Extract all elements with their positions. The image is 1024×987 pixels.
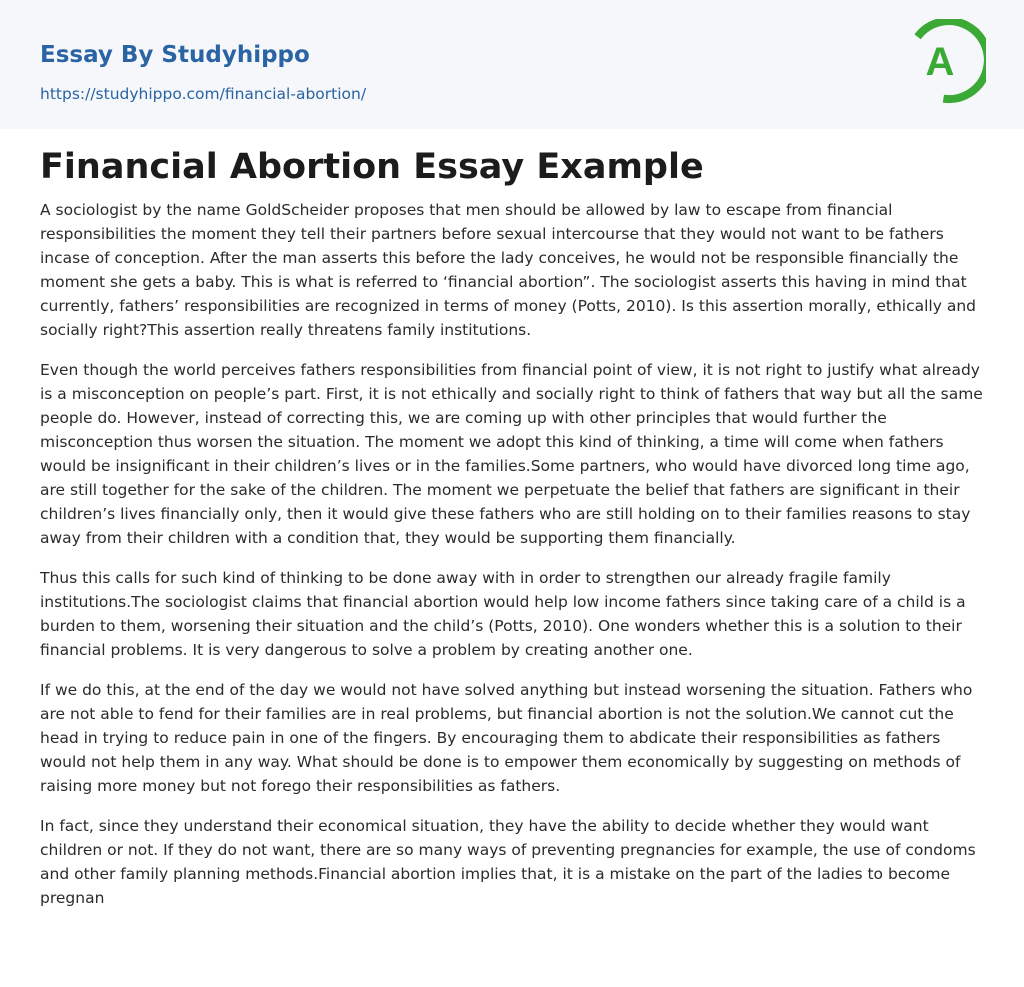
essay-paragraph: Thus this calls for such kind of thinking to be done away with in order to strengthen our already fragile family institutions.The sociologist claims that financial abortion would help low income fathers since taking care of a child is a burden to them, worsening their situation and the child’s (Potts, 2010). One wonders whether this is a solution to their financial problems. It is very dangerous to solve a problem by creating another one. <box>40 569 966 659</box>
page-title: Financial Abortion Essay Example <box>40 147 704 187</box>
essay-paragraph: Even though the world perceives fathers responsibilities from financial point of view, it is not right to justify what already is a misconception on people’s part. First, it is not ethically and socially right to think of fathers that way but all the same people do. However, instead of correcting this, we are coming up with other principles that would further the misconception thus worsen the situation. The moment we adopt this kind of thinking, a time will come when fathers would be insignificant in their children’s lives or in the families.Some partners, who would have divorced long time ago, are still together for the sake of the children. The moment we perpetuate the belief that fathers are significant in their children’s lives financially only, then it would give these fathers who are still holding on to their families reasons to stay away from their children with a condition that, they would be supporting them financially. <box>40 361 983 547</box>
essay-paragraph: In fact, since they understand their economical situation, they have the ability to decide whether they would want children or not. If they do not want, there are so many ways of preventing pregnancies for example, the use of condoms and other family planning methods.Financial abortion implies that, it is a mistake on the part of the ladies to become pregnan <box>40 817 976 907</box>
site-header <box>0 0 1024 129</box>
essay-paragraph: A sociologist by the name GoldScheider proposes that men should be allowed by law to escape from financial responsibilities the moment they tell their partners before sexual intercourse that they would not want to be fathers incase of conception. After the man asserts this before the lady conceives, he would not be responsible financially the moment she gets a baby. This is what is referred to ‘financial abortion”. The sociologist asserts this having in mind that currently, fathers’ responsibilities are recognized in terms of money (Potts, 2010). Is this assertion morally, ethically and socially right?This assertion really threatens family institutions. <box>40 201 976 339</box>
site-brand[interactable]: Essay By Studyhippo <box>40 42 310 68</box>
logo-letter: A <box>925 40 955 84</box>
essay-url-link[interactable]: https://studyhippo.com/financial-abortion/ <box>40 85 367 103</box>
essay-paragraph: If we do this, at the end of the day we would not have solved anything but instead worsening the situation. Fathers who are not able to fend for their families are in real problems, but financial abortion is not the solution.We cannot cut the head in trying to reduce pain in one of the fingers. By encouraging them to abdicate their responsibilities as fathers would not help them in any way. What should be done is to empower them economically by suggesting on methods of raising more money but not forego their responsibilities as fathers. <box>40 681 973 795</box>
studyhippo-logo-icon[interactable] <box>912 19 986 105</box>
essay-content <box>40 143 985 926</box>
